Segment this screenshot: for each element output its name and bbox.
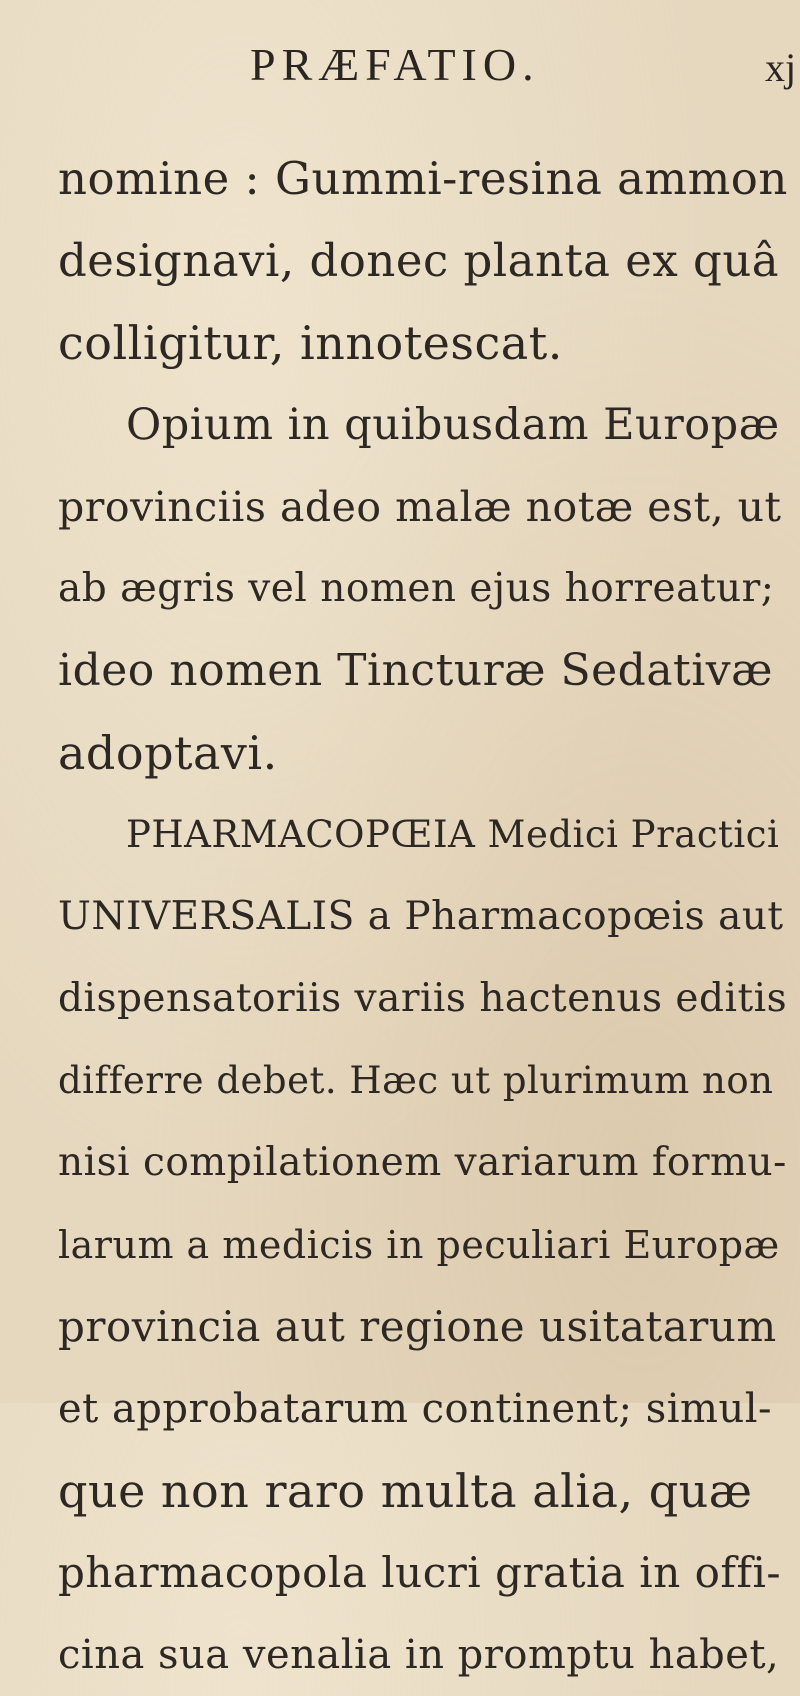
paragraph-start-line: PHARMACOPŒIA Medici Practici	[126, 813, 780, 856]
text-line: provincia aut regione usitatarum	[58, 1302, 777, 1351]
page-header	[250, 38, 797, 108]
text-line: differre debet. Hæc ut plurimum non	[58, 1059, 774, 1102]
page-number: xj	[765, 45, 797, 90]
text-line: cina sua venalia in promptu habet,	[58, 1632, 780, 1678]
body-text	[58, 138, 788, 1696]
text-line: nisi compilationem variarum formu-	[58, 1140, 787, 1185]
running-title: PRÆFATIO.	[250, 39, 540, 90]
text-line: provinciis adeo malæ notæ est, ut	[58, 483, 782, 531]
text-line: pharmacopola lucri gratia in offi-	[58, 1548, 782, 1597]
text-line: adoptavi.	[58, 726, 278, 780]
text-line: larum a medicis in peculiari Europæ	[58, 1223, 780, 1267]
text-line: UNIVERSALIS a Pharmacopœis aut	[58, 894, 784, 939]
paragraph-start-line: Opium in quibusdam Europæ	[126, 400, 780, 450]
text-line: nomine : Gummi-resina ammon	[58, 152, 788, 205]
text-line: et approbatarum continent; simul-	[58, 1386, 773, 1432]
text-line: ab ægris vel nomen ejus horreatur;	[58, 566, 775, 611]
text-line: que non raro multa alia, quæ	[58, 1464, 753, 1518]
text-line: colligitur, innotescat.	[58, 316, 563, 370]
text-line: ideo nomen Tincturæ Sedativæ	[58, 645, 774, 696]
text-line: designavi, donec planta ex quâ	[58, 234, 780, 287]
text-line: dispensatoriis variis hactenus editis	[58, 976, 788, 1021]
